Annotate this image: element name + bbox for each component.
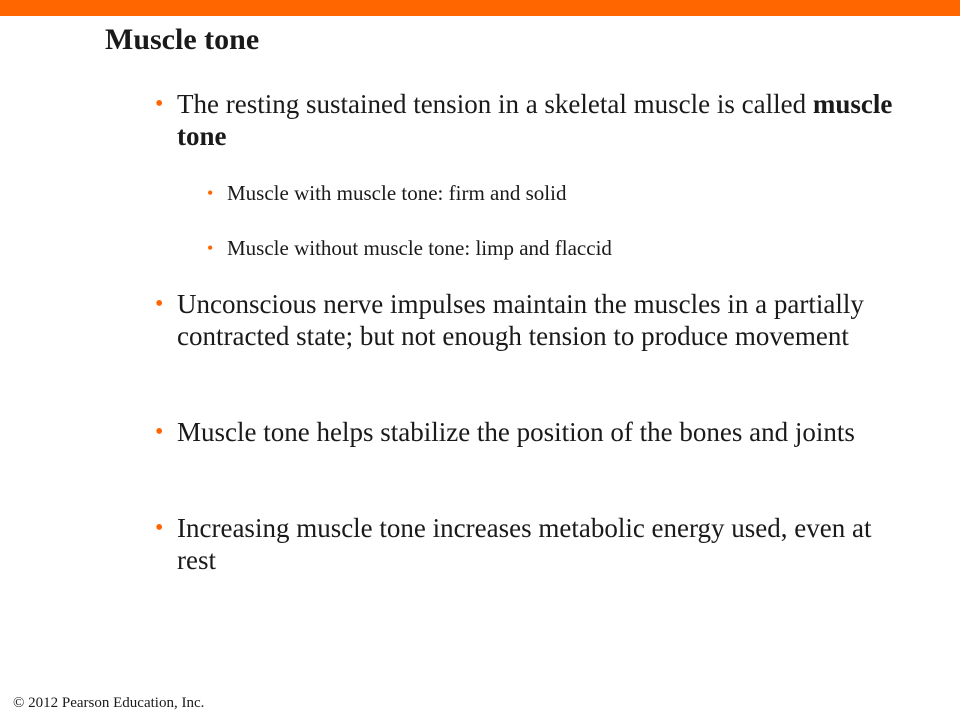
bullet-item-resting-tension — [155, 88, 912, 152]
bullet-item-stabilize — [155, 416, 912, 448]
copyright-notice: © 2012 Pearson Education, Inc. — [13, 695, 205, 711]
bullet-item-metabolic-energy — [155, 512, 912, 576]
sub-bullet-item-limp — [207, 235, 917, 261]
bullet-icon: • — [155, 291, 164, 317]
bullet-icon: • — [207, 183, 214, 203]
bullet-text: The resting sustained tension in a skeletal muscle is called — [177, 89, 813, 119]
slide-title: Muscle tone — [105, 23, 260, 56]
bullet-text: Increasing muscle tone increases metabolic energy used, even at rest — [177, 513, 872, 575]
bullet-item-nerve-impulses — [155, 288, 912, 352]
bullet-text: Muscle tone helps stabilize the position of the bones and joints — [177, 417, 855, 447]
bullet-text: Unconscious nerve impulses maintain the muscles in a partially contracted state; but not enough tension to produce movement — [177, 289, 864, 351]
bullet-icon: • — [155, 515, 164, 541]
bullet-text: Muscle without muscle tone: limp and flaccid — [227, 236, 612, 260]
bullet-icon: • — [155, 91, 164, 117]
sub-bullet-item-firm — [207, 180, 917, 206]
bullet-bold-term: muscle tone — [177, 89, 893, 151]
bullet-icon: • — [155, 419, 164, 445]
bullet-text: Muscle with muscle tone: firm and solid — [227, 181, 567, 205]
bullet-icon: • — [207, 238, 214, 258]
